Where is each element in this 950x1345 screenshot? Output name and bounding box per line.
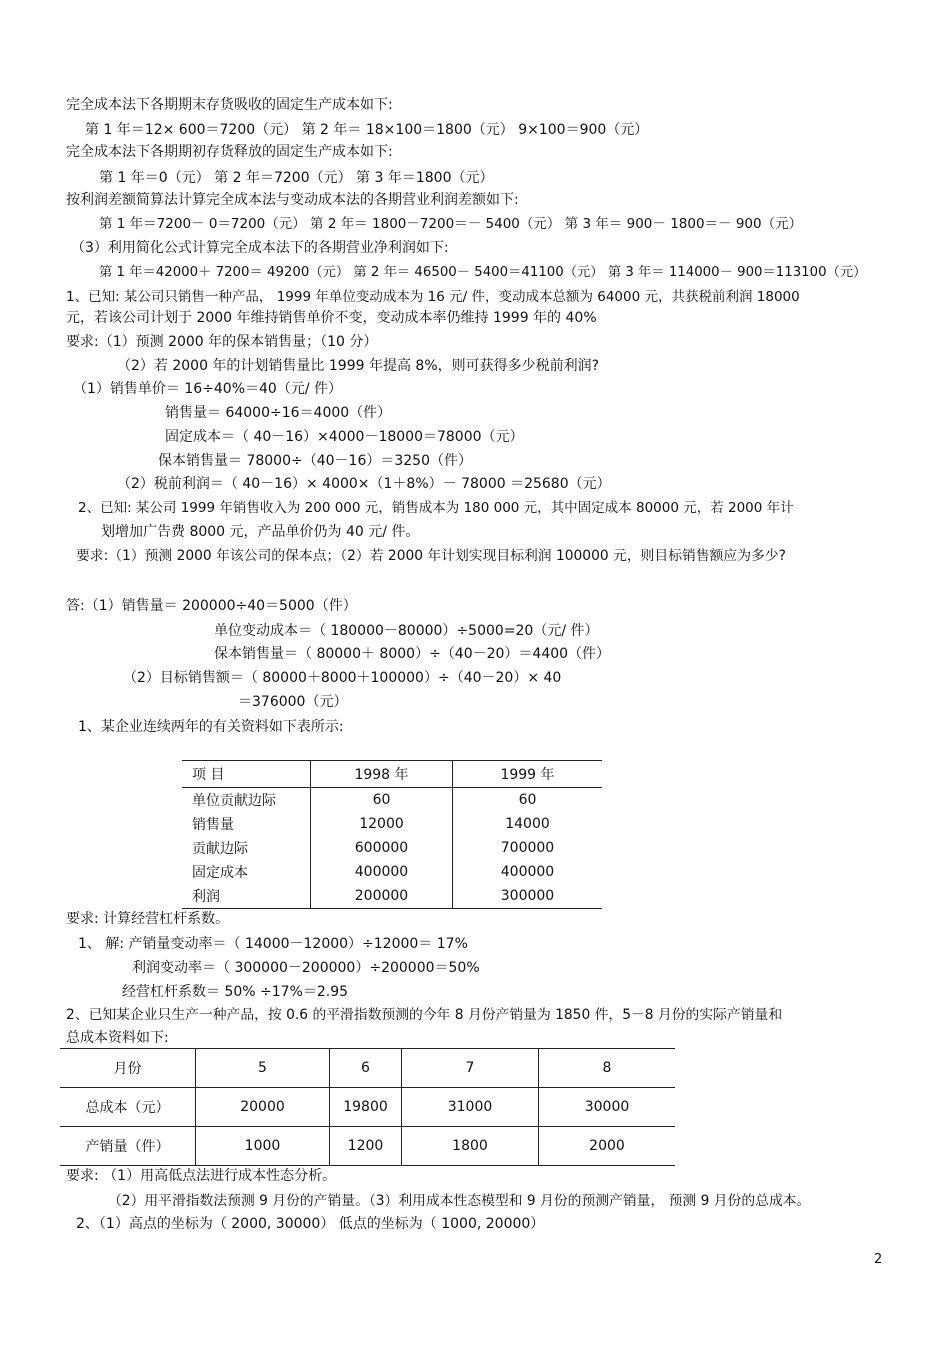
table-cell: 固定成本 xyxy=(192,865,248,881)
text-line: 要求: （1）用高低点法进行成本性态分析。 xyxy=(66,1168,337,1184)
table-cell: 700000 xyxy=(500,840,555,856)
text-line: （2）若 2000 年的计划销售量比 1999 年提高 8%，则可获得多少税前利润? xyxy=(117,358,600,374)
text-line: 第 1 年＝12× 600＝7200（元） 第 2 年＝ 18×100＝1800（元） 9×100＝900（元） xyxy=(85,122,649,138)
table-cell: 8 xyxy=(539,1049,676,1088)
table-cell: 产销量（件） xyxy=(60,1127,196,1166)
text-line: 第 1 年＝7200－ 0＝7200（元） 第 2 年＝ 1800－7200＝－ 5400（元） 第 3 年＝ 900－ 1800＝－ 900（元） xyxy=(99,216,803,232)
table-cell: 1998 年 xyxy=(311,761,453,788)
table-cell: 1200 xyxy=(330,1127,402,1166)
table-row xyxy=(60,1127,675,1166)
data-table-monthly xyxy=(60,1048,675,1166)
table-cell: 300000 xyxy=(500,888,555,904)
text-line: 按利润差额简算法计算完全成本法与变动成本法的各期营业利润差额如下: xyxy=(66,192,519,208)
table-cell: 1000 xyxy=(196,1127,330,1166)
text-line: 要求:（1）预测 2000 年的保本销售量；（10 分） xyxy=(66,334,378,350)
text-line: 保本销售量＝ 78000÷（40－16）＝3250（件） xyxy=(158,453,472,469)
text-line: 答:（1）销售量＝ 200000÷40＝5000（件） xyxy=(66,598,357,614)
text-line: 单位变动成本＝（ 180000－80000）÷5000=20（元/ 件） xyxy=(214,623,599,639)
text-line: 元，若该公司计划于 2000 年维持销售单价不变，变动成本率仍维持 1999 年的 40% xyxy=(66,310,597,326)
text-line: 1、已知: 某公司只销售一种产品， 1999 年单位变动成本为 16 元/ 件，变动成本总额为 64000 元，共获税前利润 18000 xyxy=(66,289,800,305)
text-line: 划增加广告费 8000 元，产品单价仍为 40 元/ 件。 xyxy=(101,524,420,540)
text-line: 第 1 年＝0（元） 第 2 年＝7200（元） 第 3 年＝1800（元） xyxy=(99,170,494,186)
table-header-row xyxy=(182,761,602,788)
text-line: 利润变动率＝（ 300000－200000）÷200000＝50% xyxy=(132,960,480,976)
table-cell: 14000 xyxy=(505,816,550,832)
table-cell: 200000 xyxy=(311,884,453,909)
text-line: （2）目标销售额＝（ 80000＋8000＋100000）÷（40－20）× 40 xyxy=(123,670,562,686)
table-row xyxy=(182,836,602,860)
table-cell: 7 xyxy=(402,1049,539,1088)
table-cell: 总成本（元） xyxy=(60,1088,196,1127)
text-line: （2）税前利润＝（ 40－16）× 4000×（1＋8%）－ 78000 ＝25680（元） xyxy=(117,476,611,492)
table-cell: 400000 xyxy=(500,864,555,880)
text-line: 完全成本法下各期期初存货释放的固定生产成本如下: xyxy=(66,144,393,160)
table-cell: 12000 xyxy=(311,812,453,836)
page-number: 2 xyxy=(874,1252,883,1267)
data-table-yearly xyxy=(182,760,602,909)
table-cell: 月份 xyxy=(113,1061,142,1077)
table-cell: 31000 xyxy=(402,1088,539,1127)
table-cell: 60 xyxy=(311,788,453,813)
table-cell: 600000 xyxy=(311,836,453,860)
table-cell: 2000 xyxy=(539,1127,676,1166)
table-cell: 销售量 xyxy=(192,817,234,833)
table-cell: 贡献边际 xyxy=(192,841,248,857)
text-line: 完全成本法下各期期末存货吸收的固定生产成本如下: xyxy=(66,97,393,113)
table-cell: 19800 xyxy=(330,1088,402,1127)
text-line: ＝376000（元） xyxy=(238,694,348,710)
table-cell: 项 目 xyxy=(182,761,311,788)
text-line: 2、（1）高点的坐标为（ 2000, 30000） 低点的坐标为（ 1000, 20000） xyxy=(76,1216,545,1232)
text-line: 2、已知: 某公司 1999 年销售收入为 200 000 元，销售成本为 180 000 元，其中固定成本 80000 元，若 2000 年计 xyxy=(78,500,794,516)
text-line: 1、 解: 产销量变动率＝（ 14000－12000）÷12000＝ 17% xyxy=(78,936,468,952)
text-line: 要求:（1）预测 2000 年该公司的保本点；（2）若 2000 年计划实现目标利润 100000 元，则目标销售额应为多少? xyxy=(76,548,786,564)
text-line: 第 1 年＝42000＋ 7200＝ 49200（元） 第 2 年＝ 46500－ 5400＝41100（元） 第 3 年＝ 114000－ 900＝113100（元） xyxy=(99,265,867,280)
table-row xyxy=(60,1088,675,1127)
table-cell: 30000 xyxy=(539,1088,676,1127)
table-cell: 5 xyxy=(196,1049,330,1088)
text-line: 1、某企业连续两年的有关资料如下表所示: xyxy=(78,719,344,735)
text-line: 固定成本＝（ 40－16）×4000－18000＝78000（元） xyxy=(165,429,524,445)
table-row xyxy=(182,884,602,909)
text-line: 总成本资料如下: xyxy=(66,1030,169,1046)
table-cell: 利润 xyxy=(192,889,220,905)
table-cell: 400000 xyxy=(311,860,453,884)
text-line: 保本销售量＝（ 80000＋ 8000）÷（40－20）＝4400（件） xyxy=(214,646,611,662)
text-line: 经营杠杆系数＝ 50% ÷17%＝2.95 xyxy=(122,984,349,1000)
table-cell: 60 xyxy=(518,792,537,808)
table-row xyxy=(182,860,602,884)
text-line: 销售量＝ 64000÷16＝4000（件） xyxy=(165,405,392,421)
table-cell: 1800 xyxy=(402,1127,539,1166)
text-line: 2、已知某企业只生产一种产品，按 0.6 的平滑指数预测的今年 8 月份产销量为 1850 件，5－8 月份的实际产销量和 xyxy=(66,1007,783,1023)
text-line: 要求: 计算经营杠杆系数。 xyxy=(66,911,230,927)
table-row xyxy=(182,788,602,813)
table-cell: 20000 xyxy=(196,1088,330,1127)
text-line: （2）用平滑指数法预测 9 月份的产销量。（3）利用成本性态模型和 9 月份的预测产销量， 预测 9 月份的总成本。 xyxy=(108,1193,811,1209)
table-header-row xyxy=(60,1049,675,1088)
text-line: （3）利用简化公式计算完全成本法下的各期营业净利润如下: xyxy=(71,240,449,256)
table-cell: 6 xyxy=(330,1049,402,1088)
table-cell: 1999 年 xyxy=(453,761,603,788)
table-cell: 单位贡献边际 xyxy=(192,793,276,809)
text-line: （1）销售单价＝ 16÷40%＝40（元/ 件） xyxy=(73,381,343,397)
table-row xyxy=(182,812,602,836)
